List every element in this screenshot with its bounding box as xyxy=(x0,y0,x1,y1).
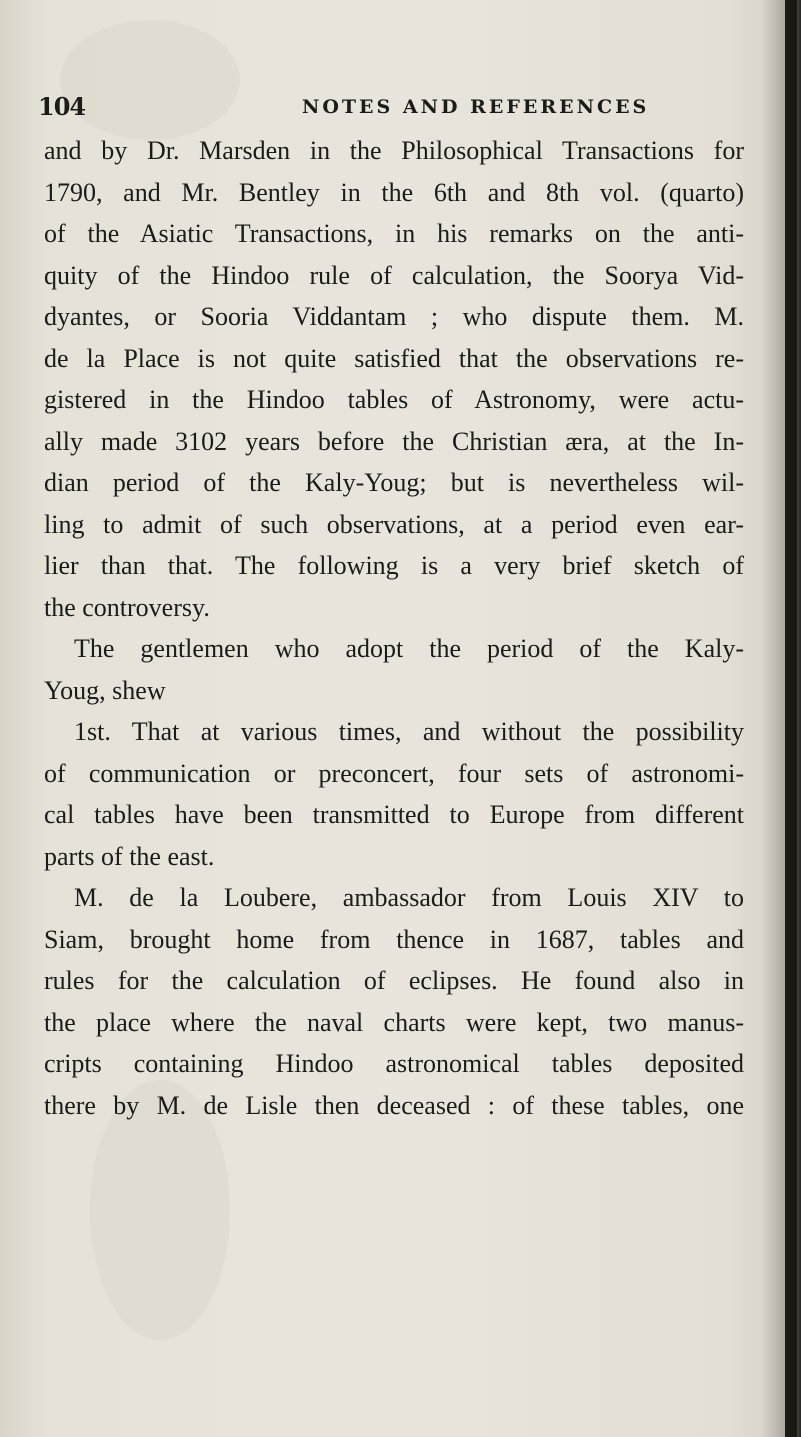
page-number: 104 xyxy=(38,92,86,121)
text-line: there by M. de Lisle then deceased : of these tables, one xyxy=(44,1090,744,1120)
text-line: ally made 3102 years before the Christian æra, at the In- xyxy=(44,426,744,456)
text-line: the controversy. xyxy=(44,592,210,622)
text-line: lier than that. The following is a very brief sketch of xyxy=(44,551,744,580)
text-line: and by Dr. Marsden in the Philosophical Transactions for xyxy=(44,136,744,165)
text-line: cal tables have been transmitted to Europe from different xyxy=(44,800,744,829)
text-line: Youg, shew xyxy=(44,675,166,705)
text-line: The gentlemen who adopt the period of the Kaly- xyxy=(74,634,744,663)
body-text xyxy=(44,130,744,1126)
text-line: ling to admit of such observations, at a period even ear- xyxy=(44,509,744,539)
text-line: Siam, brought home from thence in 1687, tables and xyxy=(44,924,744,954)
text-line: de la Place is not quite satisfied that the observations re- xyxy=(44,343,744,373)
text-line: parts of the east. xyxy=(44,841,215,871)
page-binding-edge xyxy=(785,0,797,1437)
text-line: 1790, and Mr. Bentley in the 6th and 8th vol. (quarto) xyxy=(44,177,744,207)
text-line: 1st. That at various times, and without the possibility xyxy=(74,717,744,746)
text-line: dian period of the Kaly-Youg; but is nevertheless wil- xyxy=(44,468,744,497)
text-line: of communication or preconcert, four sets of astronomi- xyxy=(44,758,744,788)
page-header xyxy=(38,92,738,128)
text-line: dyantes, or Sooria Viddantam ; who dispute them. M. xyxy=(44,302,744,331)
running-head: NOTES AND REFERENCES xyxy=(302,96,650,118)
text-line: quity of the Hindoo rule of calculation, the Soorya Vid- xyxy=(44,260,744,290)
text-line: gistered in the Hindoo tables of Astronomy, were actu- xyxy=(44,385,744,414)
text-line: M. de la Loubere, ambassador from Louis XIV to xyxy=(74,883,744,912)
text-line: cripts containing Hindoo astronomical tables deposited xyxy=(44,1049,744,1078)
text-line: of the Asiatic Transactions, in his remarks on the anti- xyxy=(44,219,744,248)
text-line: rules for the calculation of eclipses. He found also in xyxy=(44,966,744,995)
text-line: the place where the naval charts were kept, two manus- xyxy=(44,1007,744,1037)
